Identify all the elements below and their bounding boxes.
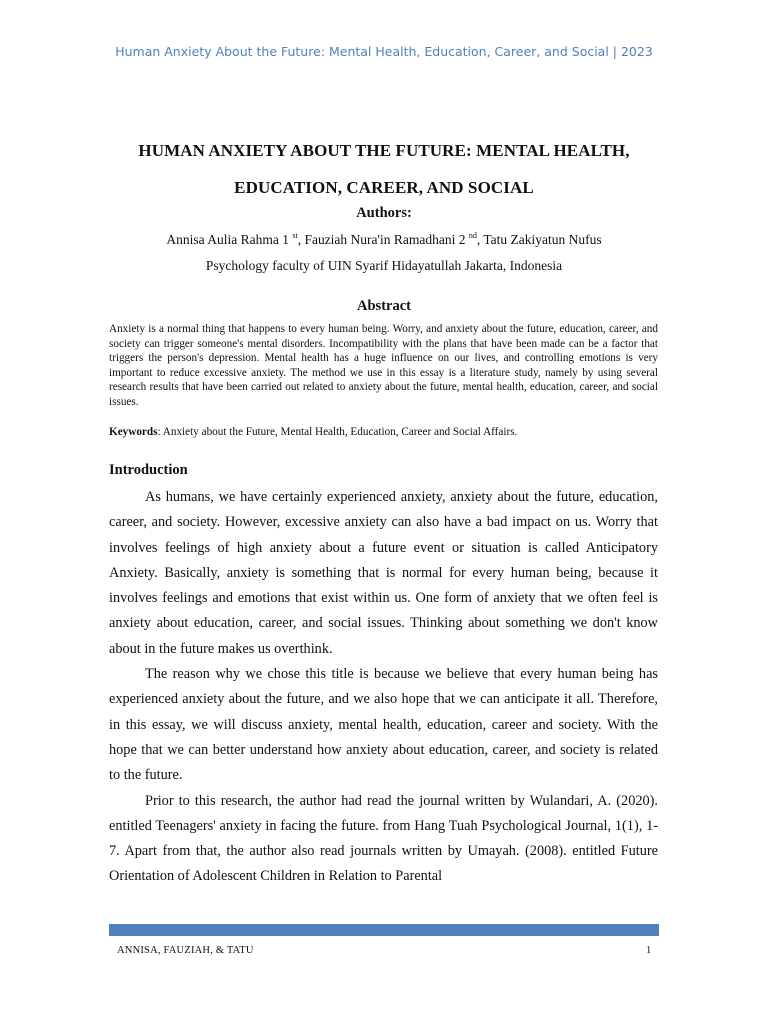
authors-heading: Authors: (356, 205, 412, 221)
author-name: Fauziah Nura'in Ramadhani 2 (304, 232, 466, 247)
affiliation: Psychology faculty of UIN Syarif Hidayatullah Jakarta, Indonesia (205, 258, 563, 273)
footer-authors: ANNISA, FAUZIAH, & TATU (117, 945, 254, 956)
paragraph: As humans, we have certainly experienced anxiety, anxiety about the future, education, career, and society. However, excessive anxiety can also have a bad impact on us. Worry that involves feelings of high anxiety about a future event or situation is called Anticipatory Anxiety. Basically, anxiety is something that is normal for every human being, because it involves feelings and emotions that exist within us. One form of anxiety that we often feel is anxiety about education, career, and social issues. Thinking about something we don't know about in the future makes us overthink. (109, 489, 658, 657)
paper-title (80, 132, 688, 206)
abstract-text: Anxiety is a normal thing that happens to every human being. Worry, and anxiety about the future, education, career, and society can trigger someone's mental disorders. Incompatibility with the plans that have been made can be a factor that triggers the person's depression. Mental health has a huge influence on our lives, and controlling emotions is very important to reduce excessive anxiety. The method we use in this essay is a literature study, namely by using several research results that have been carried out related to anxiety about the future, mental health, education, career, and social issues. (109, 323, 658, 408)
abstract-heading: Abstract (357, 298, 411, 314)
author-ordinal: st (292, 231, 298, 240)
page-number: 1 (646, 945, 652, 956)
running-header: Human Anxiety About the Future: Mental Health, Education, Career, and Social | 2023 (115, 44, 653, 59)
footer-divider-bar (109, 924, 659, 936)
keywords (109, 426, 658, 438)
keywords-label: Keywords (109, 426, 158, 438)
title-line-2: EDUCATION, CAREER, AND SOCIAL (234, 178, 534, 197)
author-ordinal: nd (468, 231, 477, 240)
paragraph: Prior to this research, the author had read the journal written by Wulandari, A. (2020). entitled Teenagers' anxiety in facing the future. from Hang Tuah Psychological Journal, 1(1), 1-7. Apart from that, the author also read journals written by Umayah. (2008). entitled Future Orientation of Adolescent Children in Relation to Parental (109, 792, 658, 885)
introduction-body (109, 485, 658, 890)
author-list (0, 231, 768, 248)
introduction-heading: Introduction (109, 462, 188, 478)
author-name: Tatu Zakiyatun Nufus (483, 232, 602, 247)
paragraph: The reason why we chose this title is because we believe that every human being has experienced anxiety about the future, and we also hope that we can anticipate it all. Therefore, in this essay, we will discuss anxiety, mental health, education, career and society. With the hope that we can better understand how anxiety about education, career, and society is related to the future. (109, 666, 658, 784)
author-separator: , (297, 232, 305, 247)
title-line-1: HUMAN ANXIETY ABOUT THE FUTURE: MENTAL HEALTH, (138, 141, 630, 160)
author-name: Annisa Aulia Rahma 1 (166, 232, 289, 247)
author-separator: , (476, 232, 484, 247)
keywords-text: : Anxiety about the Future, Mental Health, Education, Career and Social Affairs. (157, 426, 518, 438)
